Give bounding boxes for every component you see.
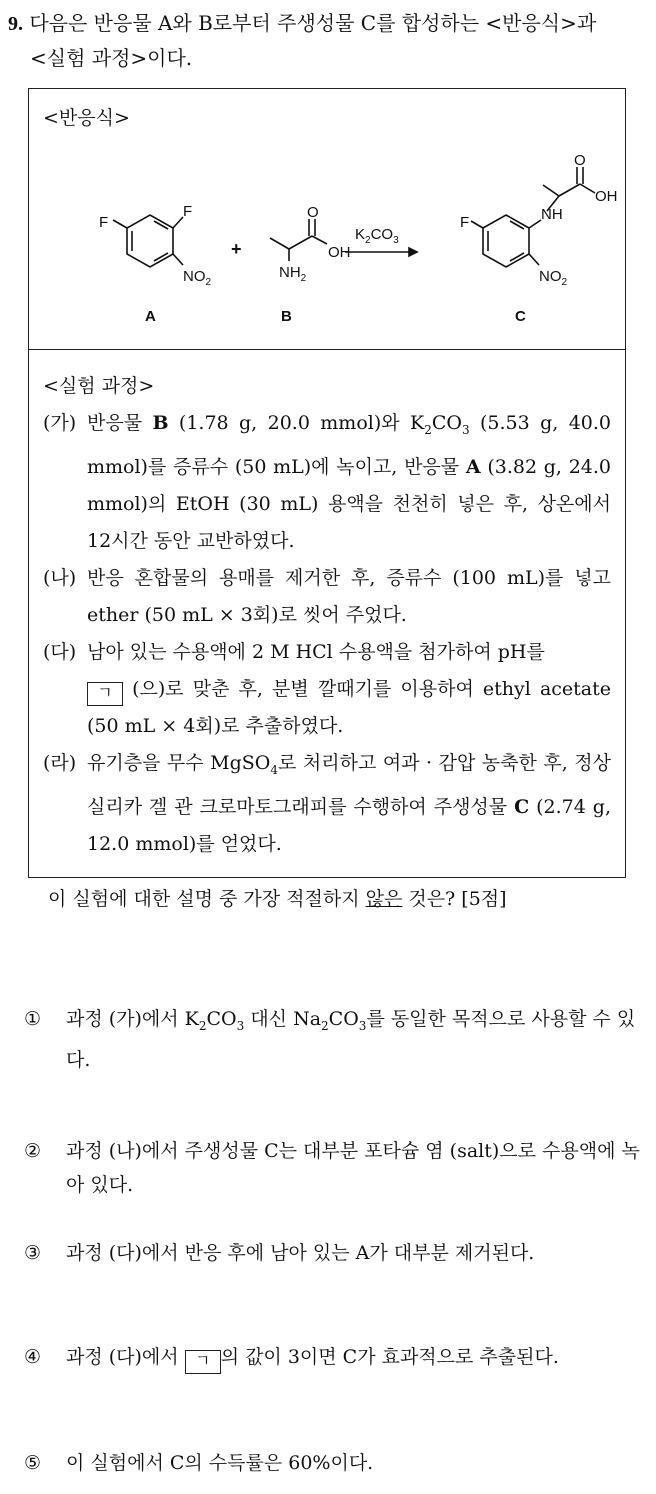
molecule-c — [471, 167, 595, 267]
atom-o-b: O — [307, 204, 319, 221]
atom-f-a1: F — [99, 214, 109, 231]
procedure-step-ra — [43, 745, 611, 863]
procedure-step-da — [43, 634, 611, 745]
option-text: 과정 (다)에서 ㄱ 의 값이 3이면 C가 효과적으로 추출된다. — [66, 1340, 644, 1374]
option-1[interactable] — [24, 1002, 644, 1077]
question-prompt: 이 실험에 대한 설명 중 가장 적절하지 않은 것은? [5점] — [48, 888, 507, 910]
question-header — [8, 6, 648, 75]
reaction-svg — [29, 89, 625, 349]
procedure-title: <실험 과정> — [43, 375, 155, 397]
step-label: (다) — [43, 640, 77, 663]
plus-sign: + — [231, 239, 242, 259]
atom-nh2-b: $NH_2$ — [279, 264, 307, 284]
molecule-a — [113, 215, 183, 267]
step-label: (나) — [43, 566, 77, 589]
question-number: 9. — [8, 13, 23, 35]
label-c: C — [515, 308, 526, 325]
atom-o-c: O — [574, 152, 586, 169]
underlined-word: 않은 — [365, 888, 403, 910]
option-marker: ④ — [24, 1346, 42, 1368]
reaction-title: <반응식> — [43, 107, 130, 129]
option-marker: ① — [24, 1008, 42, 1030]
atom-f-c: F — [460, 214, 470, 231]
arrow-head — [409, 248, 417, 256]
option-5[interactable] — [24, 1446, 644, 1480]
option-2[interactable] — [24, 1134, 644, 1202]
step-label: (가) — [43, 412, 77, 434]
option-3[interactable] — [24, 1236, 644, 1270]
option-marker: ② — [24, 1140, 42, 1162]
procedure-section — [29, 350, 625, 877]
atom-oh-b: OH — [328, 244, 351, 261]
label-a: A — [145, 308, 156, 325]
procedure-step-ga — [43, 405, 611, 560]
question-text-line2: <실험 과정>이다. — [30, 46, 193, 70]
option-text: 이 실험에서 C의 수득률은 60%이다. — [66, 1452, 374, 1474]
molecule-b — [270, 219, 327, 261]
step-text: 남아 있는 수용액에 2 M HCl 수용액을 첨가하여 pH를 ㄱ (으)로 맞춘 후, 분별 깔때기를 이용하여 ethyl acetate (50 mL × 4회)로 추출하였다. — [87, 640, 611, 737]
option-4[interactable] — [24, 1340, 644, 1374]
option-text: 과정 (가)에서 $K_2CO_3$ 대신 $Na_2CO_3$를 동일한 목적으로 사용할 수 있다. — [66, 1008, 636, 1071]
content-box — [28, 88, 626, 878]
atom-no2-c: $NO_2$ — [539, 268, 568, 288]
option-marker: ⑤ — [24, 1452, 42, 1474]
atom-no2-a: $NO_2$ — [183, 268, 212, 288]
reagent-k2co3: $K_2CO_3$ — [355, 226, 399, 246]
option-text: 과정 (나)에서 주생성물 C는 대부분 포타슘 염 (salt)으로 수용액에 녹아 있다. — [66, 1140, 640, 1196]
question-text-line1: 다음은 반응물 A와 B로부터 주생성물 C를 합성하는 <반응식>과 — [29, 11, 597, 35]
step-label: (라) — [43, 751, 77, 774]
step-text: 반응 혼합물의 용매를 제거한 후, 증류수 (100 mL)를 넣고 ether (50 mL × 3회)로 씻어 주었다. — [87, 566, 611, 626]
blank-box: ㄱ — [87, 682, 123, 706]
atom-oh-c: OH — [595, 188, 618, 205]
procedure-step-na — [43, 560, 611, 634]
atom-nh-c: NH — [541, 206, 563, 223]
blank-box: ㄱ — [185, 1350, 221, 1374]
reaction-scheme — [29, 89, 625, 350]
atom-f-a2: F — [183, 203, 193, 220]
step-text: 반응물 B (1.78 g, 20.0 mmol)와 $K_2CO_3$ (5.53 g, 40.0 mmol)를 증류수 (50 mL)에 녹이고, 반응물 A (3.82 g, 24.0 mmol)의 EtOH (30 mL) 용액을 천천히 넣은 후, 상온에서 12시간 동안 교반하였다. — [87, 412, 611, 552]
label-b: B — [281, 308, 292, 325]
option-marker: ③ — [24, 1242, 42, 1264]
option-text: 과정 (다)에서 반응 후에 남아 있는 A가 대부분 제거된다. — [66, 1242, 535, 1264]
step-text: 유기층을 무수 MgSO$_4$로 처리하고 여과 · 감압 농축한 후, 정상 실리카 겔 관 크로마토그래피를 수행하여 주생성물 C (2.74 g, 12.0 mmol)를 얻었다. — [87, 751, 612, 855]
